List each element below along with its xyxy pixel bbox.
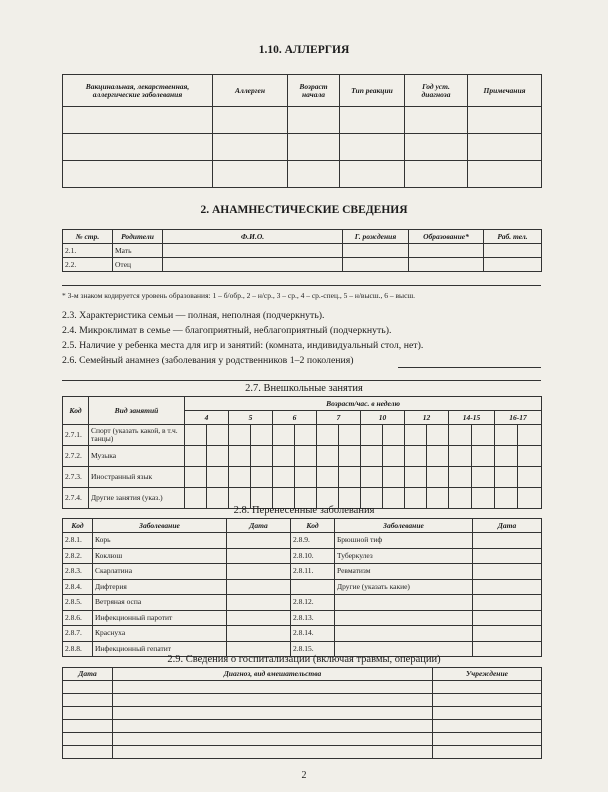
family-history-input[interactable] [398, 367, 541, 368]
extra-header-code: Код [63, 397, 89, 425]
family-history-input-2[interactable] [62, 380, 541, 381]
table-row [63, 681, 542, 694]
age-14-15: 14-15 [449, 411, 495, 425]
extra-code: 2.7.2. [63, 446, 89, 467]
dis-header-date-1: Дата [227, 519, 291, 533]
dis-code [291, 579, 335, 595]
extra-header-hours: Возраст/час. в неделю [185, 397, 542, 411]
family-type-line: 2.3. Характеристика семьи — полная, неполная (подчеркнуть). [62, 310, 325, 321]
extra-type: Иностранный язык [89, 467, 185, 488]
dis-code: 2.8.10. [291, 548, 335, 564]
table-row [63, 425, 542, 446]
page-number: 2 [301, 770, 307, 781]
table-row [63, 733, 542, 746]
table-row [63, 720, 542, 733]
extracurricular-table [62, 396, 542, 509]
extra-code: 2.7.4. [63, 488, 89, 509]
allergy-header-notes: Примечания [468, 75, 542, 107]
age-6: 6 [273, 411, 317, 425]
dis-name: Инфекционный паротит [93, 610, 227, 626]
divider [62, 285, 541, 286]
dis-code: 2.8.12. [291, 595, 335, 611]
dis-header-code-2: Код [291, 519, 335, 533]
dis-code: 2.8.13. [291, 610, 335, 626]
dis-name: Ветряная оспа [93, 595, 227, 611]
table-row [63, 707, 542, 720]
dis-name: Скарлатина [93, 564, 227, 580]
allergy-row [63, 134, 542, 161]
dis-name: Ревматизм [335, 564, 473, 580]
allergy-row [63, 107, 542, 134]
table-row [63, 244, 542, 258]
hosp-header-diagnosis: Диагноз, вид вмешательства [113, 668, 433, 681]
dis-code: 2.8.14. [291, 626, 335, 642]
allergy-header-reaction: Тип реакции [340, 75, 405, 107]
age-5: 5 [229, 411, 273, 425]
diseases-table [62, 518, 542, 657]
hosp-header-institution: Учреждение [433, 668, 542, 681]
dis-name: Брюшной тиф [335, 533, 473, 549]
extra-type: Музыка [89, 446, 185, 467]
table-row [63, 610, 542, 626]
table-row [63, 626, 542, 642]
dis-code: 2.8.4. [63, 579, 93, 595]
allergy-header-year: Год уст. диагноза [405, 75, 468, 107]
table-row [63, 579, 542, 595]
parents-header-phone: Раб. тел. [484, 230, 542, 244]
row-parent: Мать [113, 244, 163, 258]
parents-header-name: Ф.И.О. [163, 230, 343, 244]
dis-name: Краснуха [93, 626, 227, 642]
parents-header-education: Образование* [409, 230, 484, 244]
dis-name: Туберкулез [335, 548, 473, 564]
table-row [63, 446, 542, 467]
dis-name: Другие (указать какие) [335, 579, 473, 595]
education-footnote: * 3-м знаком кодируется уровень образования: 1 – б/обр., 2 – н/ср., 3 – ср., 4 – ср.-спец., 5 – н/высш., 6 – высш. [62, 291, 416, 300]
allergy-title: 1.10. АЛЛЕРГИЯ [258, 44, 350, 56]
age-7: 7 [317, 411, 361, 425]
dis-code: 2.8.1. [63, 533, 93, 549]
family-history-line: 2.6. Семейный анамнез (заболевания у родственников 1–2 поколения) [62, 355, 354, 366]
hospital-table [62, 667, 542, 759]
dis-code: 2.8.8. [63, 641, 93, 657]
table-row [63, 746, 542, 759]
dis-code: 2.8.11. [291, 564, 335, 580]
dis-code: 2.8.3. [63, 564, 93, 580]
dis-name: Инфекционный гепатит [93, 641, 227, 657]
allergy-table [62, 74, 542, 188]
hospital-title: 2.9. Сведения о госпитализации (включая травмы, операции) [167, 654, 441, 665]
extra-code: 2.7.1. [63, 425, 89, 446]
hosp-header-date: Дата [63, 668, 113, 681]
dis-name[interactable] [335, 595, 473, 611]
dis-code: 2.8.9. [291, 533, 335, 549]
parents-header-num: № стр. [63, 230, 113, 244]
age-16-17: 16-17 [495, 411, 542, 425]
row-num: 2.1. [63, 244, 113, 258]
extra-code: 2.7.3. [63, 467, 89, 488]
allergy-header-allergen: Аллерген [213, 75, 288, 107]
table-row [63, 258, 542, 272]
dis-code: 2.8.2. [63, 548, 93, 564]
dis-name: Коклюш [93, 548, 227, 564]
dis-header-disease-2: Заболевание [335, 519, 473, 533]
row-parent: Отец [113, 258, 163, 272]
extra-header-type: Вид занятий [89, 397, 185, 425]
family-climate-line: 2.4. Микроклимат в семье — благоприятный, неблагоприятный (подчеркнуть). [62, 325, 392, 336]
allergy-row [63, 161, 542, 188]
dis-header-date-2: Дата [473, 519, 542, 533]
diseases-title: 2.8. Перенесенные заболевания [233, 505, 375, 516]
table-row [63, 548, 542, 564]
table-row [63, 467, 542, 488]
age-4: 4 [185, 411, 229, 425]
dis-name[interactable] [335, 626, 473, 642]
dis-header-code-1: Код [63, 519, 93, 533]
dis-code: 2.8.6. [63, 610, 93, 626]
age-12: 12 [405, 411, 449, 425]
allergy-header-onset: Возраст начала [288, 75, 340, 107]
row-num: 2.2. [63, 258, 113, 272]
allergy-header-type: Вакцинальная, лекарственная, аллергические заболевания [63, 75, 213, 107]
parents-header-birth: Г. рождения [343, 230, 409, 244]
extracurricular-title: 2.7. Внешкольные занятия [245, 383, 363, 394]
extra-type: Спорт (указать какой, в т.ч. танцы) [89, 425, 185, 446]
parents-table [62, 229, 542, 272]
parents-header-parent: Родители [113, 230, 163, 244]
dis-header-disease-1: Заболевание [93, 519, 227, 533]
dis-name[interactable] [335, 610, 473, 626]
dis-name: Дифтерия [93, 579, 227, 595]
table-row [63, 533, 542, 549]
dis-code: 2.8.7. [63, 626, 93, 642]
extra-type: Другие занятия (указ.) [89, 488, 185, 509]
table-row [63, 595, 542, 611]
dis-name: Корь [93, 533, 227, 549]
dis-code: 2.8.15. [291, 641, 335, 657]
anamnesis-title: 2. АНАМНЕСТИЧЕСКИЕ СВЕДЕНИЯ [200, 204, 408, 216]
table-row [63, 564, 542, 580]
play-place-line: 2.5. Наличие у ребенка места для игр и занятий: (комната, индивидуальный стол, нет). [62, 340, 424, 351]
table-row [63, 694, 542, 707]
dis-code: 2.8.5. [63, 595, 93, 611]
age-10: 10 [361, 411, 405, 425]
